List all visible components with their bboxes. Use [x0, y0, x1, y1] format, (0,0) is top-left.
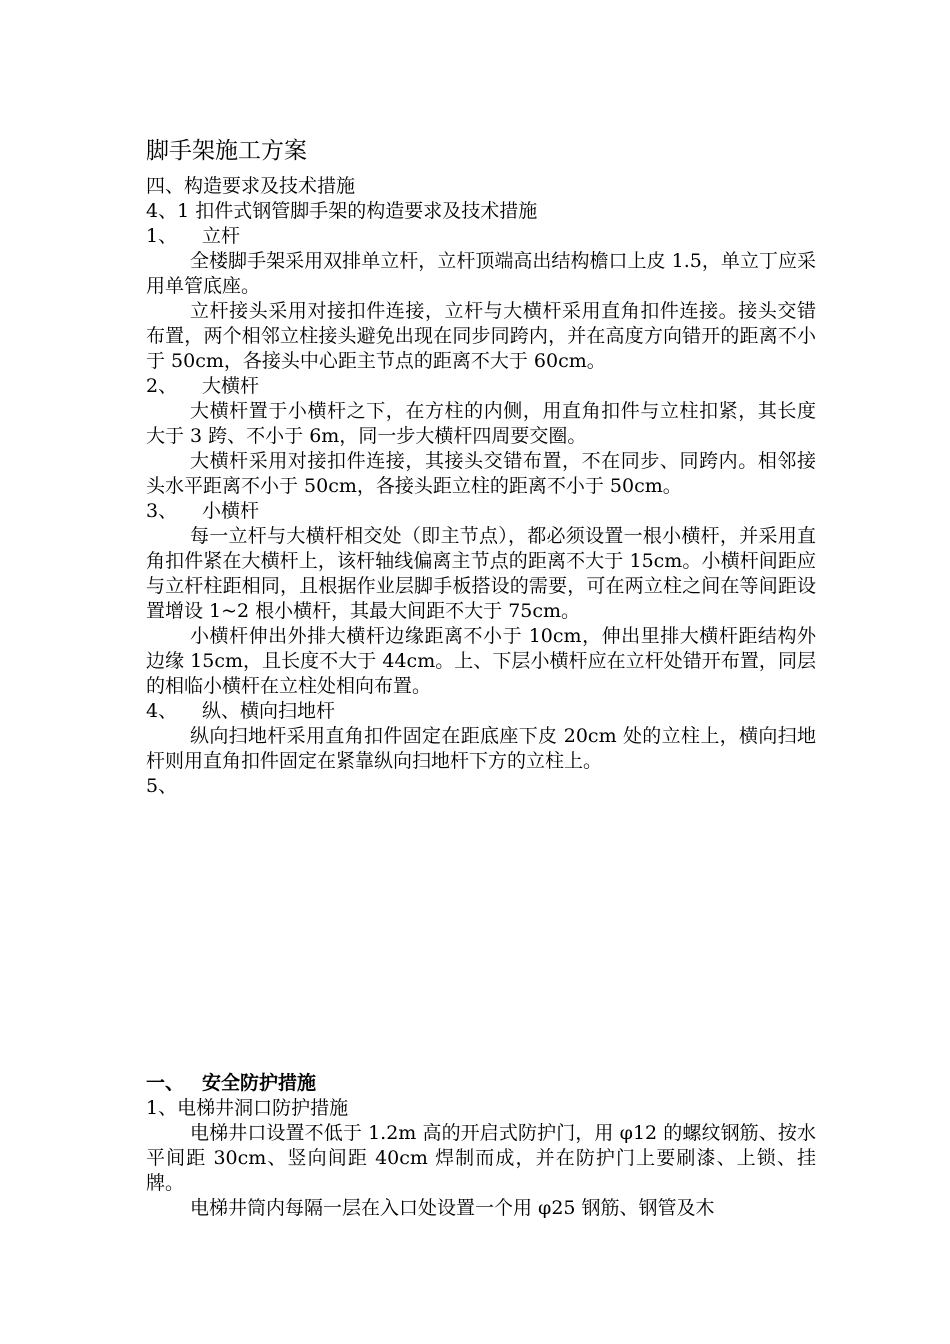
- item-number: 5、: [146, 775, 178, 797]
- paragraph: 电梯井口设置不低于 1.2m 高的开启式防护门，用 φ12 的螺纹钢筋、按水平间距 30cm、竖向间距 40cm 焊制而成，并在防护门上要刷漆、上锁、挂牌。: [146, 1122, 816, 1194]
- item-heading-2: [146, 374, 816, 399]
- item-title: 小横杆: [202, 500, 260, 522]
- paragraph: 立杆接头采用对接扣件连接，立杆与大横杆采用直角扣件连接。接头交错布置，两个相邻立柱接头避免出现在同步同跨内，并在高度方向错开的距离不小于 50cm，各接头中心距主节点的距离不大于 60cm。: [146, 300, 816, 372]
- item-title: 大横杆: [202, 375, 260, 397]
- section-safety-measures: [146, 1071, 816, 1221]
- item-heading-3: [146, 499, 816, 524]
- item-number: 2、: [146, 375, 178, 397]
- item-heading-5: [146, 774, 816, 799]
- paragraph: 纵向扫地杆采用直角扣件固定在距底座下皮 20cm 处的立柱上，横向扫地杆则用直角扣件固定在紧靠纵向扫地杆下方的立柱上。: [146, 725, 816, 772]
- item-title: 纵、横向扫地杆: [202, 700, 336, 722]
- document-title: 脚手架施工方案: [146, 138, 307, 164]
- section-heading: [146, 1071, 816, 1096]
- section-construction-requirements: [146, 174, 816, 799]
- paragraph: 全楼脚手架采用双排单立杆，立杆顶端高出结构檐口上皮 1.5，单立丁应采用单管底座。: [146, 250, 816, 297]
- item-heading-4: [146, 699, 816, 724]
- section-number: 一、: [146, 1072, 185, 1094]
- item-title: 立杆: [202, 225, 241, 247]
- paragraph: 大横杆采用对接扣件连接，其接头交错布置，不在同步、同跨内。相邻接头水平距离不小于 50cm，各接头距立柱的距离不小于 50cm。: [146, 450, 816, 497]
- item-number: 3、: [146, 500, 178, 522]
- section-heading: 四、构造要求及技术措施: [146, 175, 356, 197]
- paragraph: 每一立杆与大横杆相交处（即主节点），都必须设置一根小横杆，并采用直角扣件紧在大横杆上，该杆轴线偏离主节点的距离不大于 15cm。小横杆间距应与立杆柱距相同，且根据作业层脚手板搭设的需要，可在两立柱之间在等间距设置增设 1~2 根小横杆，其最大间距不大于 75cm。: [146, 525, 816, 622]
- section-subheading: 1、电梯井洞口防护措施: [146, 1097, 349, 1119]
- item-number: 4、: [146, 700, 178, 722]
- section-heading-text: 安全防护措施: [202, 1072, 317, 1094]
- paragraph: 大横杆置于小横杆之下，在方柱的内侧，用直角扣件与立柱扣紧，其长度大于 3 跨、不小于 6m，同一步大横杆四周要交圈。: [146, 400, 816, 447]
- section-subheading: 4、1 扣件式钢管脚手架的构造要求及技术措施: [146, 200, 538, 222]
- paragraph: 电梯井筒内每隔一层在入口处设置一个用 φ25 钢筋、钢管及木: [190, 1197, 715, 1219]
- item-heading-1: [146, 224, 816, 249]
- paragraph: 小横杆伸出外排大横杆边缘距离不小于 10cm，伸出里排大横杆距结构外边缘 15cm，且长度不大于 44cm。上、下层小横杆应在立杆处错开布置，同层的相临小横杆在立柱处相向布置。: [146, 625, 816, 697]
- item-number: 1、: [146, 225, 178, 247]
